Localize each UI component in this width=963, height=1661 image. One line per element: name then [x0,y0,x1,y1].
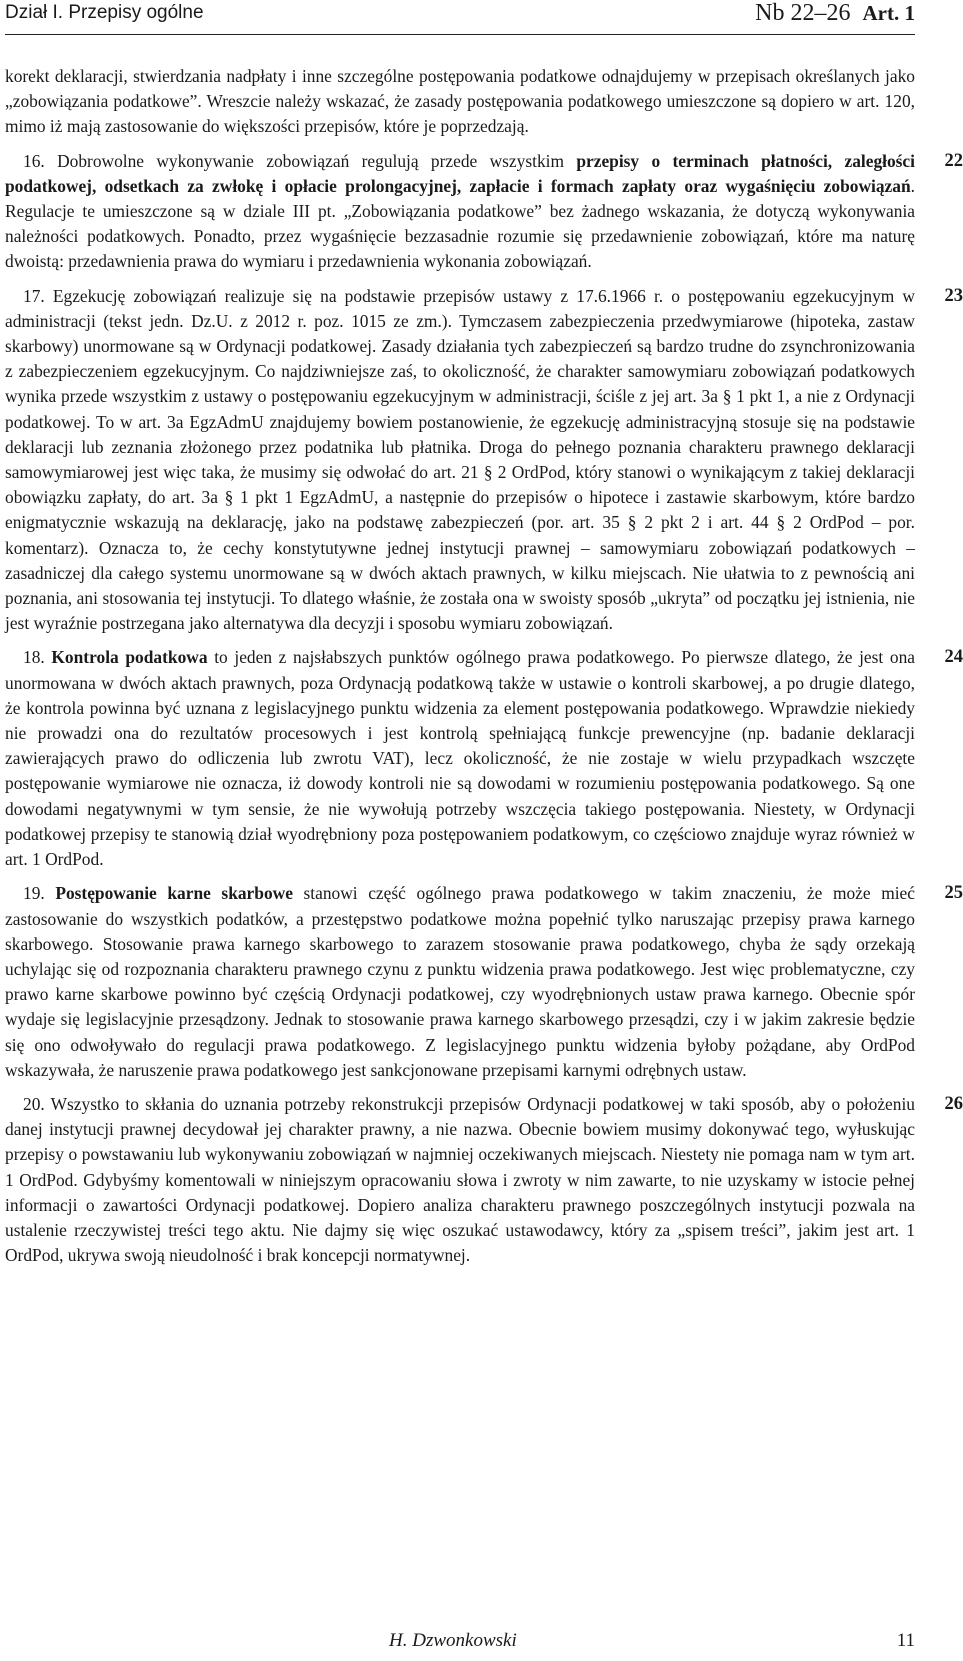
section-title: Dział I. Przepisy ogólne [5,2,204,23]
margin-number: 22 [944,150,963,171]
paragraph-emphasis: Kontrola podatkowa [51,647,208,668]
paragraph-20 [5,1092,963,1268]
paragraph-text: 17. Egzekucję zobowiązań realizuje się na podstawie przepisów ustawy z 17.6.1966 r. o postępowaniu egzekucyjnym w administracji (tekst jedn. Dz.U. z 2012 r. poz. 1015 ze zm.). Tymczasem zabezpieczenia przedwymiarowe (hipoteka, zastaw skarbowy) unormowane są w Ordynacji podatkowej. Zasady działania tych zabezpieczeń są bardzo trudne do zsynchronizowania z zabezpieczeniem egzekucyjnym. Co najdziwniejsze zaś, to okoliczność, że charakter samowymiaru zobowiązań podatkowych wynika przede wszystkim z ustawy o postępowaniu egzekucyjnym w administracji, ściśle z jej art. 3a § 1 pkt 1, a nie z Ordynacji podatkowej. To w art. 3a EgzAdmU znajdujemy bowiem postanowienie, że egzekucję administracyjną stosuje się na podstawie deklaracji lub zeznania złożonego przez podatnika lub płatnika. Droga do pełnego poznania charakteru prawnego deklaracji samowymiarowej jest więc taka, że musimy się odwołać do art. 21 § 2 OrdPod, który stanowi o wynikającym z takiej deklaracji obowiązku zapłaty, do art. 3a § 1 pkt 1 EgzAdmU, a następnie do przepisów o hipotece i zastawie skarbowym, które bardzo enigmatycznie wskazują na deklarację, jako na podstawę zabezpieczeń (por. art. 35 § 2 pkt 2 i art. 44 § 2 OrdPod – por. komentarz). Oznacza to, że cechy konstytutywne jednej instytucji prawnej – samowymiaru zobowiązań podatkowych – zasadniczej dla całego systemu unormowane są w dwóch aktach prawnych, w kilku miejscach. Nie ułatwia to z pewnością ani poznania, ani stosowania tej instytucji. To dlatego właśnie, że została ona w swoisty sposób „ukryta” od początku jej istnienia, nie jest wyraźnie postrzegana jako alternatywa dla decyzji i sposobu wymiaru zobowiązań. [5,285,915,634]
page-number: 11 [896,1630,915,1651]
main-text [5,64,963,1268]
margin-number: 24 [944,647,963,668]
paragraph-emphasis: przepisy o terminach płatności, zaległości podatkowej, odsetkach za zwłokę i opłacie prolongacyjnej, zapłacie i formach zapłaty oraz wygaśnięciu zobowiązań [5,150,915,196]
running-header [5,0,915,35]
header-reference [755,0,915,27]
author-name: H. Dzwonkowski [389,1630,517,1651]
paragraph-18 [5,645,963,872]
paragraph-text: stanowi część ogólnego prawa podatkowego w takim znaczeniu, że może mieć zastosowanie do wszystkich podatków, a przestępstwo podatkowe można popełnić tylko naruszając przepisy prawa karnego skarbowego. Stosowanie prawa karnego skarbowego to zarazem stosowanie prawa podatkowego, chyba że sądy orzekają uchylając się od rozpoznania charakteru prawnego czynu z punktu widzenia prawa podatkowego. Jest więc problematyczne, czy prawo karne skarbowe powinno być częścią Ordynacji podatkowej, czy wyodrębnionych ustaw prawa karnego. Obecnie spór wydaje się legislacyjnie przesądzony. Jednak to stosowanie prawa karnego skarbowego przesądzi, czy i w jakim zakresie będzie się ono odwoływało do regulacji prawa podatkowego. Z legislacyjnego punktu widzenia byłoby pożądane, aby OrdPod wskazywała, że naruszenie prawa podatkowego jest sankcjonowane przepisami karnymi odrębnych ustaw. [5,883,915,1080]
margin-number: 23 [944,285,963,306]
paragraph-text: 20. Wszystko to skłania do uznania potrzeby rekonstrukcji przepisów Ordynacji podatkowej w taki sposób, aby o położeniu danej instytucji prawnej decydował jej charakter prawny, a nie nazwa. Obecnie bowiem musimy dokonywać tego, wyłuskując przepisy o powstawaniu lub wykonywaniu zobowiązań w najmniej oczekiwanych miejscach. Niestety nie pomaga nam w tym art. 1 OrdPod. Gdybyśmy komentowali w niniejszym opracowaniu słowa i zwroty w nim zawarte, to nie uzyskamy w istocie pełnej informacji o zawartości Ordynacji podatkowej. Dopiero analiza charakteru prawnego poszczególnych instytucji pozwala na ustalenie rzeczywistej treści tego aktu. Nie dajmy się więc oszukać ustawodawcy, który za „spisem treści”, jakim jest art. 1 OrdPod, ukrywa swoją nieudolność i brak koncepcji normatywnej. [5,1093,915,1266]
paragraph-19 [5,881,963,1083]
margin-number: 25 [944,883,963,904]
paragraph-lead: 18. [23,647,52,668]
paragraph-lead: 19. [23,883,56,904]
paragraph-text: . Regulacje te umieszczone są w dziale III pt. „Zobowiązania podatkowe” bez żadnego wskazania, że dotyczą wykonywania należności podatkowych. Ponadto, przez wygaśnięcie bezzasadnie rozumie się przedawnienie zobowiązań, które ma naturę dwoistą: przedawnienia prawa do wymiaru i przedawnienia wykonania zobowiązań. [5,175,915,272]
paragraph-17 [5,284,963,637]
paragraph-lead: 16. Dobrowolne wykonywanie zobowiązań regulują przede wszystkim [23,150,577,171]
paragraph-text: to jeden z najsłabszych punktów ogólnego prawa podatkowego. Po pierwsze dlatego, że jest ona unormowana w dwóch aktach prawnych, poza Ordynacją podatkową także w ustawie o kontroli skarbowej, a po drugie dlatego, że kontrola powinna być uznana z legislacyjnego punktu widzenia za element postępowania podatkowego. Wprawdzie niekiedy nie prowadzi ona do rezultatów procesowych i jest kontrolą spełniającą funkcje prewencyjne (np. badanie deklaracji zawierających prawo do odliczenia lub zwrotu VAT), lecz okoliczność, że nie zostaje w wielu przypadkach wszczęte postępowanie wymiarowe nie oznacza, iż dowody kontroli nie są dowodami w rozumieniu postępowania podatkowego. Są one dowodami negatywnymi w tym sensie, że nie wywołują potrzeby wszczęcia takiego postępowania. Niestety, w Ordynacji podatkowej przepisy te stanowią dział wyodrębniony poza postępowaniem podatkowym, co częściowo znajduje wyraz również w art. 1 OrdPod. [5,647,915,870]
paragraph-15-continuation [5,64,915,140]
paragraph-16 [5,149,963,275]
paragraph-emphasis: Postępowanie karne skarbowe [55,883,293,904]
margin-number-range: Nb 22–26 [755,0,851,26]
running-footer [5,1630,915,1658]
article-label: Art. 1 [862,1,915,25]
paragraph-text: korekt deklaracji, stwierdzania nadpłaty i inne szczególne postępowania podatkowe odnajdujemy w przepisach określanych jako „zobowiązania podatkowe”. Wreszcie należy wskazać, że zasady postępowania podatkowego umieszczone są dopiero w art. 120, mimo iż mają zastosowanie do większości przepisów, które je poprzedzają. [5,66,915,137]
margin-number: 26 [944,1093,963,1114]
